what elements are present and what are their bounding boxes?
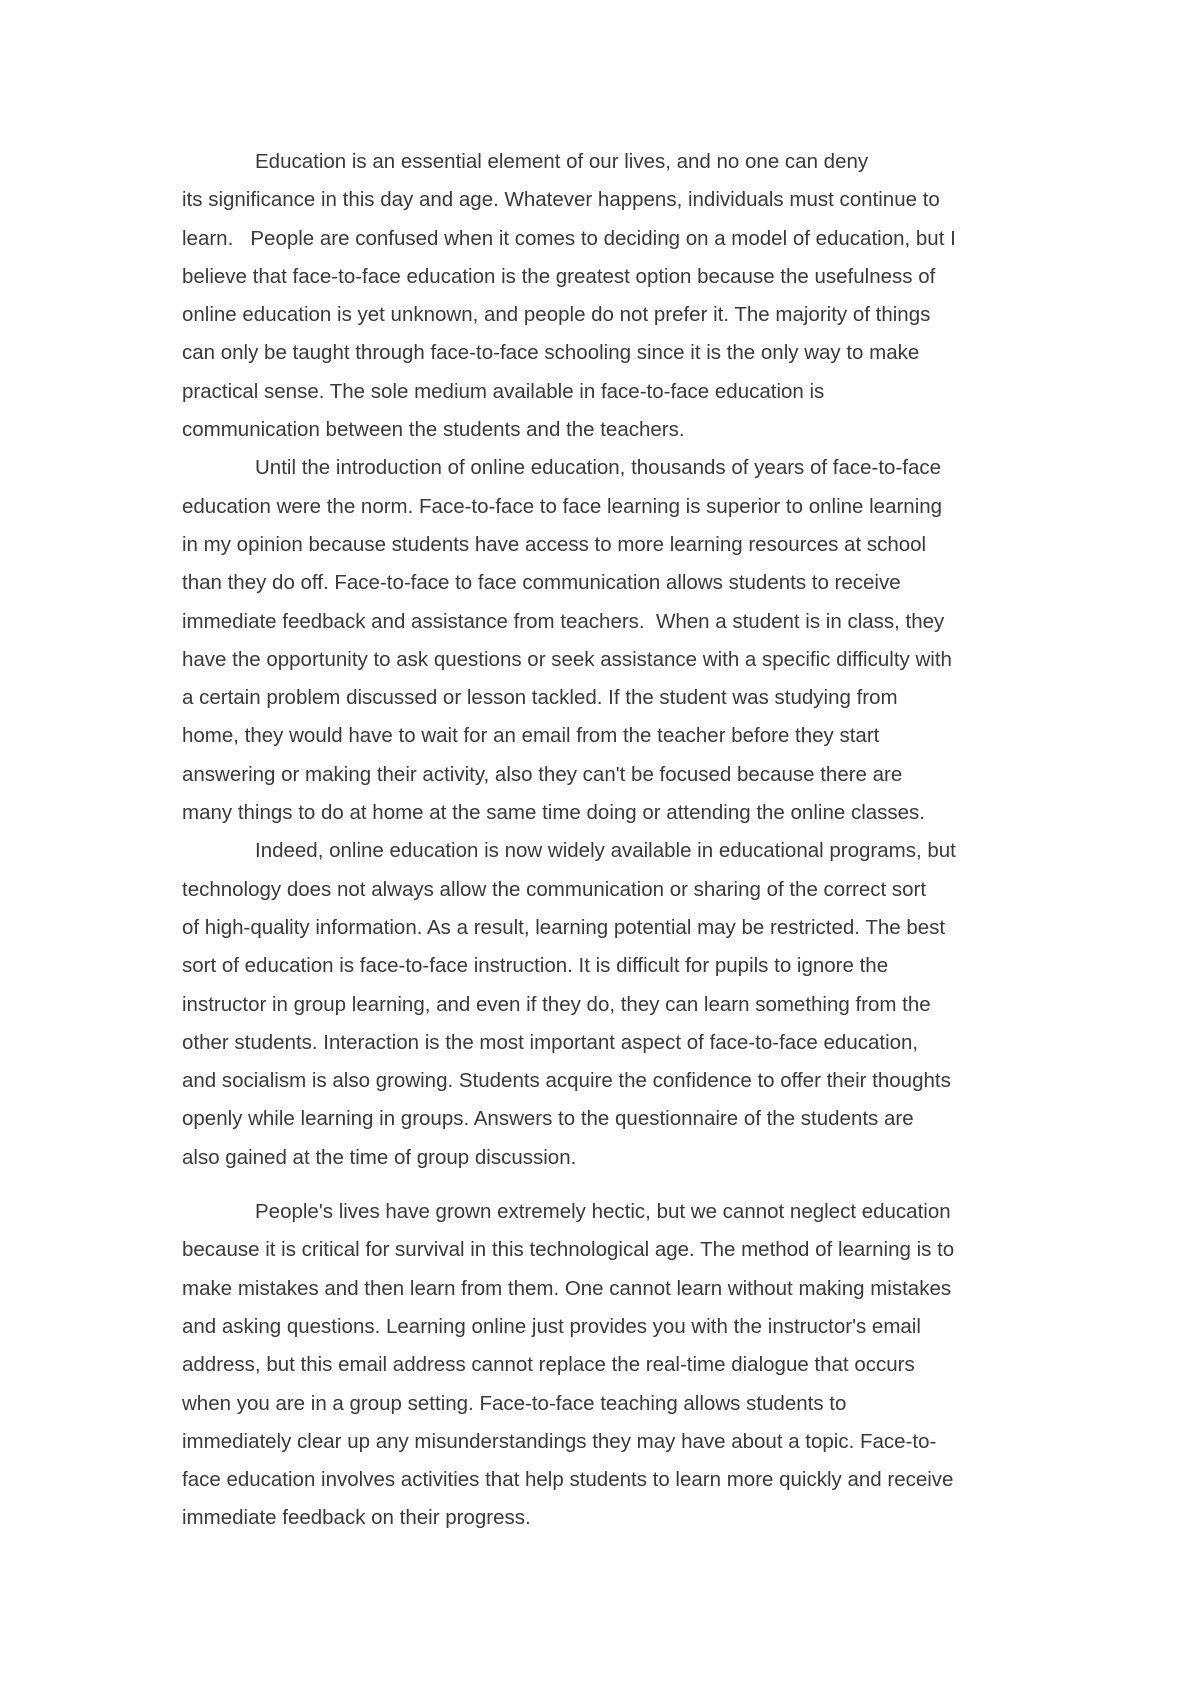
paragraph-4 bbox=[182, 1193, 1022, 1538]
paragraph-line: learn. People are confused when it comes to deciding on a model of education, but I bbox=[182, 226, 956, 250]
paragraph-line: openly while learning in groups. Answers to the questionnaire of the students are bbox=[182, 1107, 914, 1131]
paragraph-line: People's lives have grown extremely hectic, but we cannot neglect education bbox=[255, 1200, 951, 1224]
paragraph-line: Indeed, online education is now widely available in educational programs, but bbox=[255, 839, 956, 863]
paragraph-line: technology does not always allow the communication or sharing of the correct sort bbox=[182, 877, 927, 901]
paragraph-line: online education is yet unknown, and people do not prefer it. The majority of things bbox=[182, 303, 931, 327]
paragraph-line: of high-quality information. As a result, learning potential may be restricted. The best bbox=[182, 915, 946, 939]
paragraph-line: because it is critical for survival in this technological age. The method of learning is to bbox=[182, 1238, 955, 1262]
paragraph-line: Until the introduction of online education, thousands of years of face-to-face bbox=[255, 456, 942, 480]
paragraph-line: its significance in this day and age. Whatever happens, individuals must continue to bbox=[182, 188, 940, 212]
paragraph-line: answering or making their activity, also they can't be focused because there are bbox=[182, 762, 903, 786]
paragraph-line: in my opinion because students have access to more learning resources at school bbox=[182, 532, 927, 556]
paragraph-line: instructor in group learning, and even if they do, they can learn something from the bbox=[182, 992, 931, 1016]
paragraph-line: other students. Interaction is the most important aspect of face-to-face education, bbox=[182, 1030, 919, 1054]
paragraph-line: have the opportunity to ask questions or seek assistance with a specific difficulty with bbox=[182, 647, 952, 671]
paragraph-line: believe that face-to-face education is the greatest option because the usefulness of bbox=[182, 264, 936, 288]
paragraph-1 bbox=[182, 143, 1022, 449]
paragraph-line: communication between the students and the teachers. bbox=[182, 418, 685, 442]
paragraph-line: education were the norm. Face-to-face to face learning is superior to online learning bbox=[182, 494, 943, 518]
paragraph-2 bbox=[182, 449, 1022, 832]
essay-body bbox=[182, 143, 1022, 1538]
paragraph-spacer bbox=[182, 1177, 1022, 1193]
paragraph-line: when you are in a group setting. Face-to-face teaching allows students to bbox=[182, 1391, 847, 1415]
paragraph-line: make mistakes and then learn from them. One cannot learn without making mistakes bbox=[182, 1276, 952, 1300]
paragraph-line: immediate feedback and assistance from teachers. When a student is in class, they bbox=[182, 609, 945, 633]
paragraph-line: immediate feedback on their progress. bbox=[182, 1506, 531, 1530]
paragraph-line: can only be taught through face-to-face schooling since it is the only way to make bbox=[182, 341, 920, 365]
paragraph-line: practical sense. The sole medium available in face-to-face education is bbox=[182, 379, 825, 403]
paragraph-line: sort of education is face-to-face instruction. It is difficult for pupils to ignore the bbox=[182, 954, 889, 978]
paragraph-line: than they do off. Face-to-face to face communication allows students to receive bbox=[182, 571, 901, 595]
paragraph-line: home, they would have to wait for an email from the teacher before they start bbox=[182, 724, 880, 748]
paragraph-line: and socialism is also growing. Students acquire the confidence to offer their thoughts bbox=[182, 1069, 951, 1093]
paragraph-line: face education involves activities that help students to learn more quickly and receive bbox=[182, 1468, 954, 1492]
paragraph-line: immediately clear up any misunderstandings they may have about a topic. Face-to- bbox=[182, 1429, 937, 1453]
paragraph-line: many things to do at home at the same time doing or attending the online classes. bbox=[182, 801, 925, 825]
paragraph-line: a certain problem discussed or lesson tackled. If the student was studying from bbox=[182, 686, 898, 710]
paragraph-line: Education is an essential element of our lives, and no one can deny bbox=[255, 150, 869, 173]
paragraph-line: address, but this email address cannot replace the real-time dialogue that occurs bbox=[182, 1353, 915, 1377]
paragraph-line: and asking questions. Learning online just provides you with the instructor's email bbox=[182, 1314, 921, 1338]
paragraph-line: also gained at the time of group discussion. bbox=[182, 1145, 577, 1169]
paragraph-3 bbox=[182, 832, 1022, 1177]
